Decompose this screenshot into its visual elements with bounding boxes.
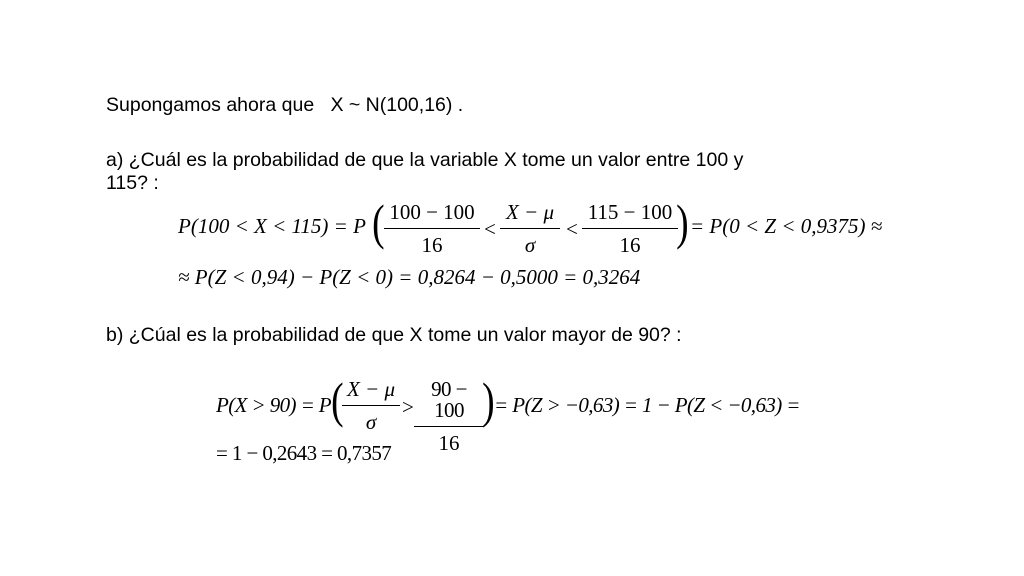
eq-b-frac2-den: 16 — [438, 431, 460, 455]
eq-b-gt: > — [402, 395, 414, 419]
eq-a-frac2-num: X − μ — [505, 200, 555, 224]
question-a-line2: 115? : — [106, 172, 159, 194]
eq-b-rhs: = P(Z > −0,63) = 1 − P(Z < −0,63) = — [494, 393, 800, 417]
eq-a-frac3-den: 16 — [619, 233, 641, 257]
equation-b-line2: = 1 − 0,2643 = 0,7357 — [216, 441, 392, 465]
eq-a-fraction-3 — [582, 202, 678, 256]
eq-a-frac3-num: 115 − 100 — [587, 200, 673, 224]
equation-a-line2: ≈ P(Z < 0,94) − P(Z < 0) = 0,8264 − 0,5000 = 0,3264 — [178, 265, 641, 289]
eq-b-right-paren: ) — [482, 372, 495, 428]
intro-prefix: Supongamos ahora que — [106, 94, 315, 116]
eq-b-fraction-2 — [414, 379, 484, 454]
eq-a-frac1-num: 100 − 100 — [389, 200, 475, 224]
eq-a-lt-1: < — [484, 217, 496, 241]
eq-b-frac1-den: σ — [365, 410, 377, 434]
eq-a-frac1-den: 16 — [421, 233, 443, 257]
eq-a-lhs: P(100 < X < 115) = P — [178, 214, 366, 238]
intro-distribution: X ~ N(100,16) . — [330, 94, 464, 116]
eq-a-rhs: = P(0 < Z < 0,9375) ≈ — [690, 214, 883, 238]
eq-b-fraction-1 — [342, 379, 400, 433]
eq-a-lt-2: < — [566, 217, 578, 241]
eq-b-frac2-num: 90 − 100 — [431, 377, 467, 422]
eq-a-frac2-den: σ — [524, 233, 536, 257]
eq-a-right-paren: ) — [676, 194, 689, 250]
question-b: b) ¿Cúal es la probabilidad de que X tome un valor mayor de 90? : — [106, 324, 682, 346]
eq-a-fraction-1 — [384, 202, 480, 256]
intro-line — [106, 94, 463, 117]
eq-b-lhs: P(X > 90) = P — [216, 393, 332, 417]
eq-b-left-paren: ( — [331, 372, 344, 428]
eq-a-left-paren: ( — [372, 194, 385, 250]
eq-b-frac1-num: X − μ — [346, 377, 396, 401]
eq-a-fraction-2 — [500, 202, 560, 256]
question-a-line1: a) ¿Cuál es la probabilidad de que la variable X tome un valor entre 100 y — [106, 149, 744, 171]
